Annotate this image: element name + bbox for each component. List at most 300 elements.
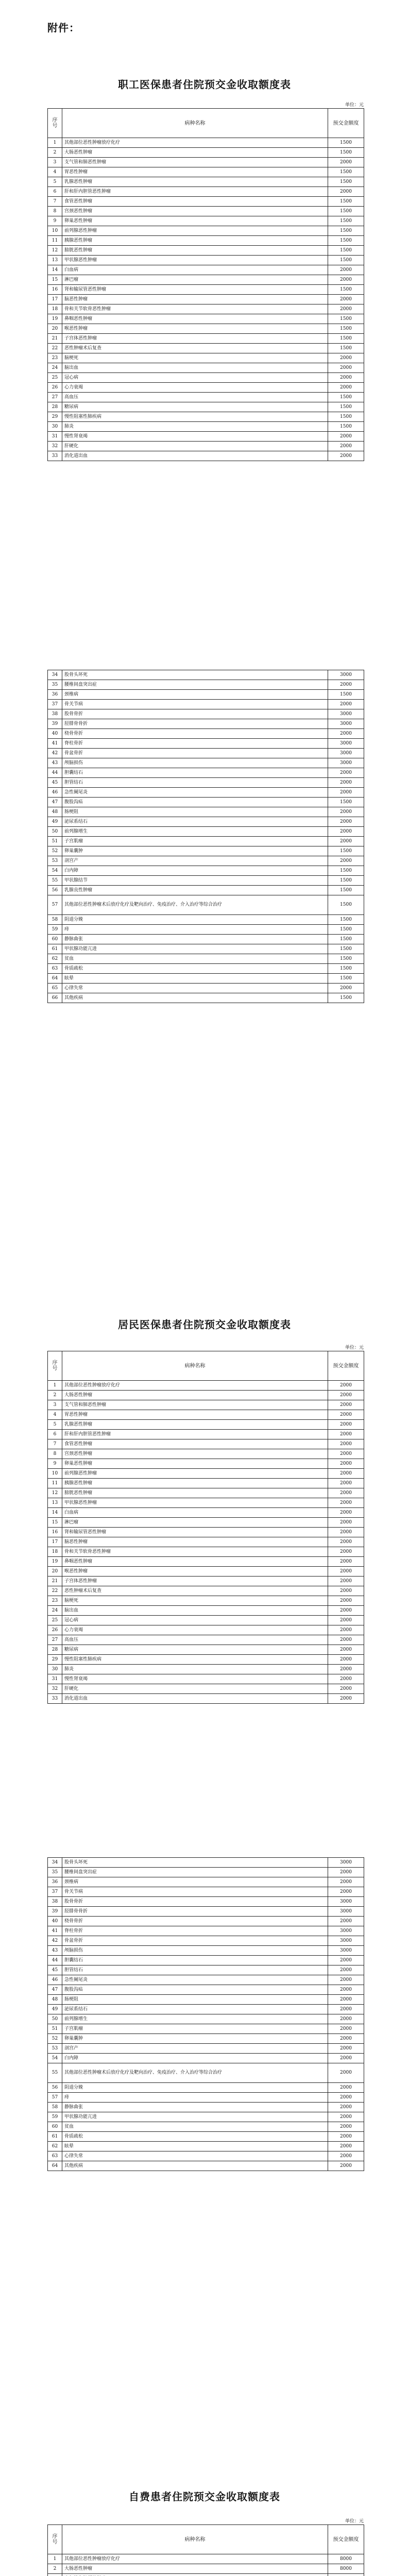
table-row	[48, 275, 364, 285]
row-number: 63	[48, 964, 62, 974]
disease-name: 脊柱骨折	[62, 1926, 328, 1936]
table-row	[48, 393, 364, 402]
deposit-amount: 2000	[328, 1665, 364, 1674]
deposit-amount: 2000	[328, 1557, 364, 1567]
disease-name: 白内障	[62, 866, 328, 876]
deposit-amount: 2000	[328, 2054, 364, 2063]
disease-name: 子宫体恶性肿瘤	[62, 1577, 328, 1586]
table-row	[48, 177, 364, 187]
row-number: 35	[48, 680, 62, 690]
table-row	[48, 1995, 364, 2005]
deposit-amount: 3000	[328, 1858, 364, 1868]
row-number: 9	[48, 216, 62, 226]
disease-name: 甲状腺功能亢进	[62, 2112, 328, 2122]
table-row	[48, 432, 364, 442]
table-row	[48, 334, 364, 344]
row-number: 43	[48, 758, 62, 768]
row-number: 19	[48, 314, 62, 324]
resident-table-part1	[47, 1351, 364, 1704]
row-number: 23	[48, 1596, 62, 1606]
table-row	[48, 1430, 364, 1439]
disease-name: 股骨骨折	[62, 709, 328, 719]
table-row	[48, 886, 364, 895]
row-number: 64	[48, 2161, 62, 2171]
row-number: 58	[48, 915, 62, 925]
disease-name: 静脉曲张	[62, 2103, 328, 2112]
row-number: 27	[48, 393, 62, 402]
table-row	[48, 1449, 364, 1459]
disease-name: 淋巴瘤	[62, 1518, 328, 1528]
table-row	[48, 1577, 364, 1586]
disease-name: 眩晕	[62, 2142, 328, 2151]
row-number: 65	[48, 984, 62, 993]
deposit-amount: 2000	[328, 1439, 364, 1449]
deposit-amount: 2000	[328, 1391, 364, 1400]
table-row	[48, 246, 364, 256]
table-row	[48, 1410, 364, 1420]
disease-name: 子宫体恶性肿瘤	[62, 334, 328, 344]
table-row	[48, 2574, 364, 2576]
table-row	[48, 719, 364, 729]
table-row	[48, 2034, 364, 2044]
disease-name: 支气管和肺恶性肿瘤	[62, 1400, 328, 1410]
disease-name: 鼻咽恶性肿瘤	[62, 314, 328, 324]
deposit-amount: 2000	[328, 1400, 364, 1410]
disease-name: 急性阑尾炎	[62, 788, 328, 798]
disease-name: 颈椎病	[62, 1877, 328, 1887]
table-row	[48, 1936, 364, 1946]
disease-name: 甲状腺结节	[62, 876, 328, 886]
deposit-amount: 2000	[328, 1917, 364, 1926]
disease-name: 慢性阻塞性肺疾病	[62, 412, 328, 422]
row-number: 18	[48, 1547, 62, 1557]
disease-name: 心律失常	[62, 984, 328, 993]
row-number: 43	[48, 1946, 62, 1956]
disease-name: 骨关节病	[62, 700, 328, 709]
table-row	[48, 739, 364, 749]
deposit-amount: 2000	[328, 1518, 364, 1528]
table-row	[48, 1518, 364, 1528]
deposit-amount: 2000	[328, 1381, 364, 1391]
disease-name: 其他部位恶性肿瘤放疗化疗	[62, 138, 328, 148]
row-number: 62	[48, 954, 62, 964]
deposit-amount: 1500	[328, 974, 364, 984]
disease-name: 淋巴瘤	[62, 275, 328, 285]
row-number: 6	[48, 187, 62, 197]
row-number: 7	[48, 1439, 62, 1449]
deposit-amount: 2000	[328, 1537, 364, 1547]
table-row	[48, 1439, 364, 1449]
disease-name: 腰椎间盘突出症	[62, 680, 328, 690]
deposit-amount: 2000	[328, 778, 364, 788]
row-number: 50	[48, 2014, 62, 2024]
disease-name: 脑出血	[62, 363, 328, 373]
disease-name: 乳腺恶性肿瘤	[62, 177, 328, 187]
deposit-amount: 2000	[328, 680, 364, 690]
table-row	[48, 207, 364, 216]
row-number: 53	[48, 856, 62, 866]
table-row	[48, 2554, 364, 2564]
disease-name: 其他疾病	[62, 2161, 328, 2171]
row-number: 59	[48, 925, 62, 935]
table-row	[48, 324, 364, 334]
disease-name: 痔	[62, 2093, 328, 2103]
table-row	[48, 1567, 364, 1577]
row-number: 59	[48, 2112, 62, 2122]
table-row	[48, 1547, 364, 1557]
table-row	[48, 1917, 364, 1926]
deposit-amount: 2000	[328, 2161, 364, 2171]
table-row	[48, 876, 364, 886]
disease-name: 胃恶性肿瘤	[62, 167, 328, 177]
row-number: 40	[48, 729, 62, 739]
row-number: 27	[48, 1635, 62, 1645]
deposit-amount: 2000	[328, 1567, 364, 1577]
disease-name: 股骨骨折	[62, 1897, 328, 1907]
disease-name: 慢性阻塞性肺疾病	[62, 1655, 328, 1665]
deposit-amount: 3000	[328, 1936, 364, 1946]
deposit-amount: 2000	[328, 1868, 364, 1877]
row-number: 52	[48, 846, 62, 856]
table-row	[48, 167, 364, 177]
disease-name: 颅脑损伤	[62, 1946, 328, 1956]
table-row	[48, 788, 364, 798]
row-number: 45	[48, 1965, 62, 1975]
disease-name: 肺炎	[62, 1665, 328, 1674]
deposit-amount: 2000	[328, 1479, 364, 1488]
table-row	[48, 798, 364, 807]
deposit-amount: 1500	[328, 925, 364, 935]
disease-name: 糖尿病	[62, 1645, 328, 1655]
disease-name: 泌尿系结石	[62, 817, 328, 827]
table-row	[48, 768, 364, 778]
disease-name: 高血压	[62, 393, 328, 402]
disease-name: 急性阑尾炎	[62, 1975, 328, 1985]
table-row	[48, 680, 364, 690]
table-row	[48, 895, 364, 915]
disease-name: 白内障	[62, 2054, 328, 2063]
disease-name: 胫腓骨骨折	[62, 1907, 328, 1917]
deposit-amount: 2000	[328, 2014, 364, 2024]
deposit-amount: 1500	[328, 866, 364, 876]
disease-name: 心力衰竭	[62, 1625, 328, 1635]
row-number: 24	[48, 363, 62, 373]
row-number: 22	[48, 1586, 62, 1596]
table-row	[48, 1459, 364, 1469]
table-row	[48, 1926, 364, 1936]
deposit-amount: 1500	[328, 246, 364, 256]
table-row	[48, 778, 364, 788]
row-number: 17	[48, 1537, 62, 1547]
table-row	[48, 2161, 364, 2171]
deposit-amount: 1500	[328, 690, 364, 700]
table-row	[48, 1616, 364, 1625]
row-number: 3	[48, 158, 62, 167]
deposit-amount: 2000	[328, 451, 364, 461]
deposit-amount: 2000	[328, 2005, 364, 2014]
table-row	[48, 993, 364, 1003]
deposit-amount: 1500	[328, 207, 364, 216]
table-row	[48, 954, 364, 964]
row-number: 7	[48, 197, 62, 207]
table-row	[48, 442, 364, 451]
deposit-amount: 2000	[328, 2093, 364, 2103]
deposit-amount: 2000	[328, 817, 364, 827]
deposit-amount: 2000	[328, 442, 364, 451]
row-number: 47	[48, 798, 62, 807]
row-number: 26	[48, 383, 62, 393]
row-number: 2	[48, 148, 62, 158]
deposit-amount: 2000	[328, 2044, 364, 2054]
table-row	[48, 236, 364, 246]
header-amount: 预交金额度	[328, 109, 364, 138]
row-number: 50	[48, 827, 62, 837]
row-number: 36	[48, 690, 62, 700]
row-number: 3	[48, 1400, 62, 1410]
deposit-amount: 1500	[328, 876, 364, 886]
deposit-amount: 2000	[328, 1528, 364, 1537]
disease-name: 消化道出血	[62, 1694, 328, 1704]
deposit-amount: 2000	[328, 1655, 364, 1665]
disease-name: 骨质疏松	[62, 964, 328, 974]
row-number: 13	[48, 1498, 62, 1508]
row-number: 63	[48, 2151, 62, 2161]
table-row	[48, 2132, 364, 2142]
header-no: 序号	[48, 2525, 62, 2554]
row-number: 62	[48, 2142, 62, 2151]
row-number: 1	[48, 138, 62, 148]
deposit-amount: 1500	[328, 236, 364, 246]
deposit-amount: 2000	[328, 1956, 364, 1965]
deposit-amount: 2000	[328, 768, 364, 778]
deposit-amount: 1500	[328, 393, 364, 402]
disease-name: 大肠恶性肿瘤	[62, 1391, 328, 1400]
disease-name: 剖宫产	[62, 856, 328, 866]
disease-name: 鼻咽恶性肿瘤	[62, 1557, 328, 1567]
disease-name: 喉恶性肿瘤	[62, 324, 328, 334]
disease-name: 慢性肾衰竭	[62, 1674, 328, 1684]
row-number: 15	[48, 275, 62, 285]
row-number: 16	[48, 1528, 62, 1537]
disease-name: 消化道出血	[62, 451, 328, 461]
table-row	[48, 2151, 364, 2161]
row-number: 32	[48, 442, 62, 451]
table-row	[48, 2564, 364, 2574]
row-number: 4	[48, 167, 62, 177]
header-no: 序号	[48, 109, 62, 138]
disease-name: 桡骨骨折	[62, 1917, 328, 1926]
disease-name: 脑梗死	[62, 1596, 328, 1606]
table-row	[48, 2005, 364, 2014]
row-number: 54	[48, 2054, 62, 2063]
disease-name: 肠梗阻	[62, 807, 328, 817]
row-number: 58	[48, 2103, 62, 2112]
deposit-amount: 2000	[328, 2034, 364, 2044]
table-row	[48, 807, 364, 817]
row-number: 14	[48, 1508, 62, 1518]
row-number: 48	[48, 1995, 62, 2005]
row-number: 24	[48, 1606, 62, 1616]
disease-name: 阴道分娩	[62, 2083, 328, 2093]
disease-name: 肝硬化	[62, 1684, 328, 1694]
row-number: 10	[48, 226, 62, 236]
row-number: 14	[48, 265, 62, 275]
row-number: 12	[48, 1488, 62, 1498]
header-name: 病种名称	[62, 2525, 328, 2554]
row-number: 29	[48, 1655, 62, 1665]
deposit-amount: 2000	[328, 1995, 364, 2005]
deposit-amount: 2000	[328, 1410, 364, 1420]
row-number: 56	[48, 2083, 62, 2093]
disease-name: 脑恶性肿瘤	[62, 1537, 328, 1547]
row-number: 60	[48, 935, 62, 944]
disease-name: 宫颈恶性肿瘤	[62, 207, 328, 216]
deposit-amount: 2000	[328, 304, 364, 314]
disease-name: 胆管结石	[62, 1965, 328, 1975]
table-row	[48, 670, 364, 680]
table-row	[48, 817, 364, 827]
deposit-amount: 3000	[328, 1946, 364, 1956]
deposit-amount: 1500	[328, 954, 364, 964]
table-row	[48, 827, 364, 837]
header-no: 序号	[48, 1351, 62, 1381]
row-number: 41	[48, 1926, 62, 1936]
table-row	[48, 1975, 364, 1985]
table-row	[48, 974, 364, 984]
deposit-amount: 3000	[328, 1907, 364, 1917]
disease-name: 喉恶性肿瘤	[62, 1567, 328, 1577]
table-row	[48, 1645, 364, 1655]
table-row	[48, 1537, 364, 1547]
disease-name	[62, 2574, 328, 2576]
row-number: 29	[48, 412, 62, 422]
row-number: 1	[48, 1381, 62, 1391]
deposit-amount: 3000	[328, 758, 364, 768]
deposit-amount: 1500	[328, 256, 364, 265]
deposit-amount: 1500	[328, 324, 364, 334]
table-row	[48, 1498, 364, 1508]
disease-name: 卵巢囊肿	[62, 2034, 328, 2044]
deposit-amount: 2000	[328, 2083, 364, 2093]
deposit-amount: 1500	[328, 964, 364, 974]
row-number: 51	[48, 2024, 62, 2034]
disease-name: 骨和关节软骨恶性肿瘤	[62, 1547, 328, 1557]
table-row	[48, 138, 364, 148]
deposit-amount: 2000	[328, 1887, 364, 1897]
table-row	[48, 749, 364, 758]
deposit-amount: 1500	[328, 285, 364, 295]
row-number: 66	[48, 993, 62, 1003]
disease-name: 阴道分娩	[62, 915, 328, 925]
row-number: 34	[48, 670, 62, 680]
deposit-amount: 2000	[328, 2122, 364, 2132]
table-row	[48, 1625, 364, 1635]
table-row	[48, 2093, 364, 2103]
row-number: 61	[48, 2132, 62, 2142]
deposit-amount: 2000	[328, 837, 364, 846]
table-row	[48, 1420, 364, 1430]
table-row	[48, 984, 364, 993]
row-number: 20	[48, 1567, 62, 1577]
row-number: 8	[48, 207, 62, 216]
disease-name: 前列腺恶性肿瘤	[62, 226, 328, 236]
deposit-amount: 2000	[328, 1508, 364, 1518]
disease-name: 骨盆骨折	[62, 1936, 328, 1946]
row-number: 36	[48, 1877, 62, 1887]
deposit-amount: 2000	[328, 265, 364, 275]
row-number: 51	[48, 837, 62, 846]
table-row	[48, 2083, 364, 2093]
disease-name: 股骨头坏死	[62, 1858, 328, 1868]
row-number: 54	[48, 866, 62, 876]
disease-name: 腹股沟疝	[62, 1985, 328, 1995]
disease-name: 痔	[62, 925, 328, 935]
table-row	[48, 729, 364, 739]
header-amount: 预交金额度	[328, 1351, 364, 1381]
header-amount: 预交金额度	[328, 2525, 364, 2554]
deposit-amount: 2000	[328, 788, 364, 798]
row-number: 33	[48, 1694, 62, 1704]
deposit-amount: 1500	[328, 915, 364, 925]
disease-name: 桡骨骨折	[62, 729, 328, 739]
table-row	[48, 158, 364, 167]
disease-name: 颅脑损伤	[62, 758, 328, 768]
disease-name: 慢性肾衰竭	[62, 432, 328, 442]
disease-name: 大肠恶性肿瘤	[62, 2564, 328, 2574]
row-number: 52	[48, 2034, 62, 2044]
table-row	[48, 383, 364, 393]
disease-name: 冠心病	[62, 1616, 328, 1625]
disease-name: 骨关节病	[62, 1887, 328, 1897]
row-number: 9	[48, 1459, 62, 1469]
disease-name: 胰腺恶性肿瘤	[62, 236, 328, 246]
disease-name: 恶性肿瘤术后复查	[62, 344, 328, 353]
deposit-amount: 8000	[328, 2564, 364, 2574]
table-row	[48, 866, 364, 876]
row-number: 38	[48, 1897, 62, 1907]
disease-name: 骨盆骨折	[62, 749, 328, 758]
deposit-amount: 2000	[328, 1577, 364, 1586]
deposit-amount: 2000	[328, 2103, 364, 2112]
row-number: 21	[48, 1577, 62, 1586]
deposit-amount: 2000	[328, 1488, 364, 1498]
table-row	[48, 1488, 364, 1498]
table-row	[48, 1946, 364, 1956]
table-row	[48, 1508, 364, 1518]
table-row	[48, 1606, 364, 1616]
disease-name: 肝和肝内胆管恶性肿瘤	[62, 187, 328, 197]
row-number: 40	[48, 1917, 62, 1926]
row-number: 33	[48, 451, 62, 461]
table-row	[48, 1887, 364, 1897]
deposit-amount: 3000	[328, 670, 364, 680]
table-row	[48, 1985, 364, 1995]
table-row	[48, 285, 364, 295]
table-row	[48, 709, 364, 719]
row-number: 37	[48, 1887, 62, 1897]
header-name: 病种名称	[62, 109, 328, 138]
disease-name: 膀胱恶性肿瘤	[62, 246, 328, 256]
disease-name: 肾和输尿管恶性肿瘤	[62, 1528, 328, 1537]
deposit-amount: 2000	[328, 1975, 364, 1985]
table-row	[48, 148, 364, 158]
table-row	[48, 2112, 364, 2122]
row-number: 5	[48, 1420, 62, 1430]
employee-table-part2	[47, 670, 364, 1003]
table-row	[48, 363, 364, 373]
deposit-amount: 2000	[328, 1469, 364, 1479]
disease-name: 胰腺恶性肿瘤	[62, 1479, 328, 1488]
